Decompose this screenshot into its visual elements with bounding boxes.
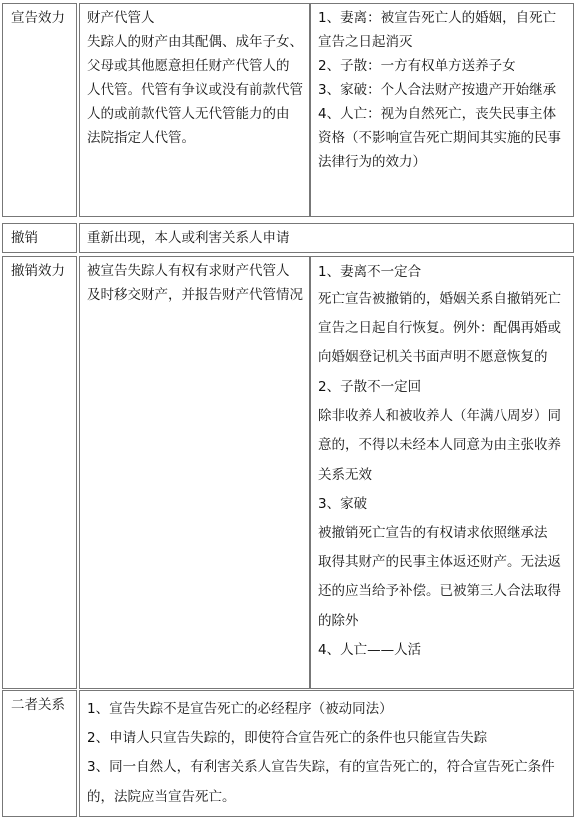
text-line: 4、人亡：视为自然死亡，丧失民事主体 [318, 106, 557, 122]
row-label-relation [2, 690, 77, 817]
text-line: 死亡宣告被撤销的，婚姻关系自撤销死亡 [318, 291, 561, 307]
text-line: 法律行为的效力） [318, 154, 426, 170]
row-label-text: 撤销 [11, 230, 38, 246]
text-line: 被宣告失踪人有权有求财产代管人 [87, 263, 290, 279]
text-line: 意的，不得以未经本人同意为由主张收养 [318, 437, 561, 453]
text-line: 的，法院应当宣告死亡。 [87, 789, 236, 805]
text-line: 还的应当给予补偿。已被第三人合法取得 [318, 583, 561, 599]
revoke-effect-death-cell [310, 256, 574, 689]
text-line: 4、人亡——人活 [318, 642, 422, 658]
text-line: 父母或其他愿意担任财产代管人的 [87, 58, 290, 74]
text-line: 2、子散：一方有权单方送养子女 [318, 58, 516, 74]
text-line: 1、妻离不一定合 [318, 264, 422, 280]
text-line: 资格（不影响宣告死亡期间其实施的民事 [318, 130, 561, 146]
revoke-cell [79, 223, 574, 253]
text-line: 宣告之日起自行恢复。例外：配偶再婚或 [318, 320, 561, 336]
text-line: 3、同一自然人，有利害关系人宣告失踪，有的宣告死亡的，符合宣告死亡条件 [87, 759, 555, 775]
text-line: 人的或前款代管人无代管能力的由 [87, 106, 290, 122]
text-line: 的除外 [318, 613, 359, 629]
row-label-revoke [2, 223, 77, 253]
text-line: 1、宣告失踪不是宣告死亡的必经程序（被动同法） [87, 701, 393, 717]
text-line: 重新出现，本人或利害关系人申请 [87, 230, 290, 246]
row-label-text: 宣告效力 [11, 10, 65, 26]
row-label-revoke-effect [2, 256, 77, 689]
effect-death-cell [310, 3, 574, 217]
relation-cell [79, 690, 574, 817]
text-line: 向婚姻登记机关书面声明不愿意恢复的 [318, 349, 548, 365]
row-label-effect [2, 3, 77, 217]
text-line: 取得其财产的民事主体返还财产。无法返 [318, 554, 561, 570]
text-line: 3、家破 [318, 496, 368, 512]
text-line: 法院指定人代管。 [87, 130, 195, 146]
text-line: 2、子散不一定回 [318, 379, 422, 395]
text-line: 宣告之日起消灭 [318, 34, 413, 50]
text-line: 财产代管人 [87, 10, 155, 26]
text-line: 1、妻离：被宣告死亡人的婚姻，自死亡 [318, 10, 557, 26]
text-line: 及时移交财产，并报告财产代管情况 [87, 287, 303, 303]
text-line: 除非收养人和被收养人（年满八周岁）同 [318, 408, 561, 424]
row-label-text: 二者关系 [11, 697, 65, 713]
text-line: 关系无效 [318, 467, 372, 483]
text-line: 2、申请人只宣告失踪的，即使符合宣告死亡的条件也只能宣告失踪 [87, 730, 488, 746]
text-line: 人代管。代管有争议或没有前款代管 [87, 82, 303, 98]
revoke-effect-missing-cell [79, 256, 310, 689]
text-line: 失踪人的财产由其配偶、成年子女、 [87, 34, 303, 50]
effect-missing-cell [79, 3, 310, 217]
row-label-text: 撤销效力 [11, 263, 65, 279]
text-line: 被撤销死亡宣告的有权请求依照继承法 [318, 525, 548, 541]
text-line: 3、家破：个人合法财产按遗产开始继承 [318, 82, 557, 98]
